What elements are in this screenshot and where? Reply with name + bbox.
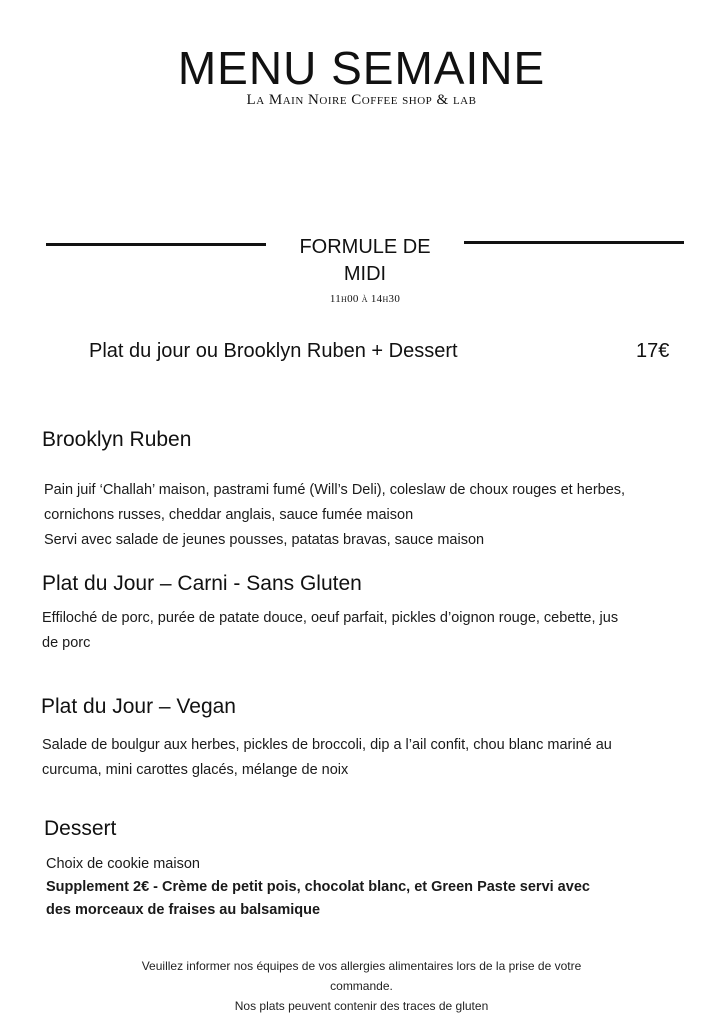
vegan-desc-line2: curcuma, mini carottes glacés, mélange de noix [42,762,349,778]
allergy-notice-line1: Veuillez informer nos équipes de vos allergies alimentaires lors de la prise de votre [141,959,582,973]
dessert-supplement-line2: des morceaux de fraises au balsamique [46,902,321,918]
formule-heading-line2: MIDI [343,263,387,285]
section-title-carni: Plat du Jour – Carni - Sans Gluten [42,572,362,595]
divider-left [46,243,266,246]
formule-heading [266,234,464,288]
restaurant-name: La Main Noire Coffee shop & lab [246,92,477,108]
section-desc-carni [42,606,618,656]
section-desc-dessert [46,853,590,922]
carni-desc-line2: de porc [42,635,91,651]
brooklyn-desc-line3: Servi avec salade de jeunes pousses, patatas bravas, sauce maison [44,532,485,548]
section-title-dessert: Dessert [44,817,117,840]
service-hours: 11h00 à 14h30 [329,293,401,305]
section-title-brooklyn: Brooklyn Ruben [42,428,192,451]
allergy-notice-line2: commande. [330,979,393,993]
section-desc-brooklyn [44,478,625,553]
allergy-notice [100,956,623,1016]
section-desc-vegan [42,733,612,783]
formule-heading-line1: FORMULE DE [299,236,431,258]
section-title-vegan: Plat du Jour – Vegan [41,695,236,718]
formule-offer: Plat du jour ou Brooklyn Ruben + Dessert [89,340,458,362]
divider-right [464,241,684,244]
dessert-desc-line1: Choix de cookie maison [46,856,200,872]
dessert-supplement-line1: Supplement 2€ - Crème de petit pois, chocolat blanc, et Green Paste servi avec [46,879,590,895]
menu-title: MENU SEMAINE [177,42,546,94]
brooklyn-desc-line1: Pain juif ‘Challah’ maison, pastrami fumé (Will’s Deli), coleslaw de choux rouges et herbes, [44,482,626,498]
vegan-desc-line1: Salade de boulgur aux herbes, pickles de broccoli, dip a l’ail confit, chou blanc mariné au [42,737,612,753]
brooklyn-desc-line2: cornichons russes, cheddar anglais, sauce fumée maison [44,507,414,523]
allergy-notice-line3: Nos plats peuvent contenir des traces de gluten [234,999,489,1013]
carni-desc-line1: Effiloché de porc, purée de patate douce, oeuf parfait, pickles d’oignon rouge, cebette, jus [42,610,619,626]
formule-price: 17€ [636,340,670,362]
